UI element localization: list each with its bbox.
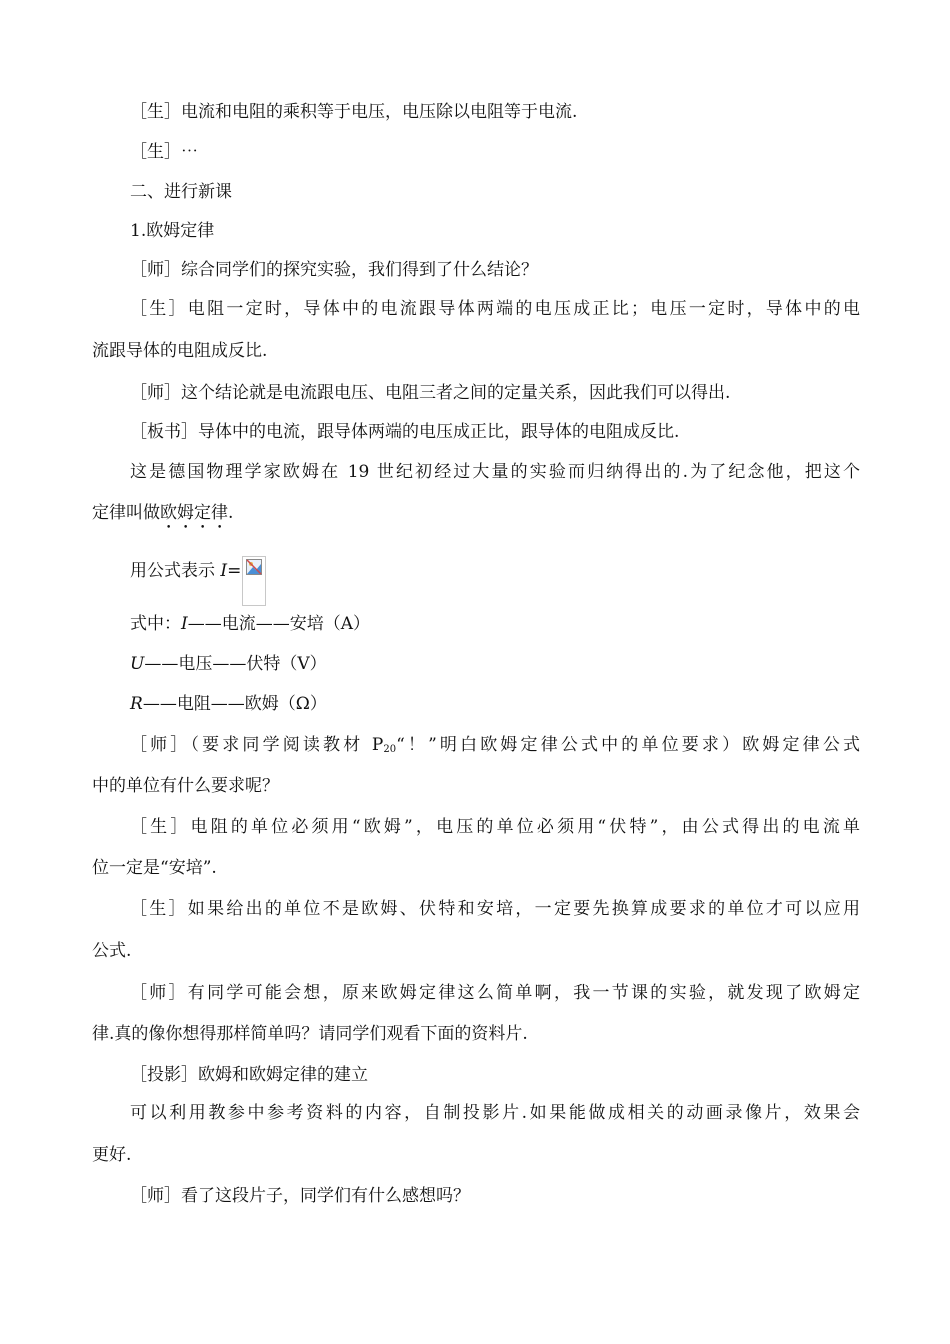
definition-variable-u: U [130, 654, 145, 674]
broken-image-icon [246, 559, 262, 575]
definition-voltage-text: ——电压——伏特（V） [144, 654, 327, 674]
paragraph-history-line1: 这是德国物理学家欧姆在 19 世纪初经过大量的实验而归纳得出的.为了纪念他，把这个 [130, 462, 860, 482]
paragraph-student-answer-2: ［生］⋯ [130, 142, 198, 162]
subsection-heading-ohms-law: 1.欧姆定律 [130, 221, 215, 241]
definition-intro-label: 式中： [130, 614, 181, 634]
paragraph-teacher-feelings: ［师］看了这段片子，同学们有什么感想吗？ [130, 1186, 470, 1206]
section-heading-new-lesson: 二、进行新课 [130, 182, 232, 202]
paragraph-teacher-question: ［师］综合同学们的探究实验，我们得到了什么结论？ [130, 260, 538, 280]
page-number-subscript: 20 [383, 744, 397, 755]
definition-voltage [130, 652, 860, 676]
paragraph-board-writing: ［板书］导体中的电流，跟导体两端的电压成正比，跟导体的电阻成反比. [130, 422, 680, 442]
units-text-prefix: ［师］（要求同学阅读教材 P [130, 735, 384, 755]
definition-variable-i: I [181, 614, 188, 634]
history-text-suffix: . [228, 503, 234, 523]
paragraph-student-conclusion-line1: ［生］电阻一定时，导体中的电流跟导体两端的电压成正比；电压一定时，导体中的电 [130, 299, 860, 319]
definition-current-text: ——电流——安培（A） [187, 614, 370, 634]
paragraph-teacher-relation: ［师］这个结论就是电流跟电压、电阻三者之间的定量关系，因此我们可以得出. [130, 383, 731, 403]
paragraph-teacher-history-line1: ［师］有同学可能会想，原来欧姆定律这么简单啊，我一节课的实验，就发现了欧姆定 [130, 983, 860, 1003]
paragraph-student-units-line2: 位一定是“安培”. [92, 858, 217, 878]
paragraph-teacher-history-line2: 律.真的像你想得那样简单吗？请同学们观看下面的资料片. [92, 1024, 528, 1044]
paragraph-student-conclusion-line2: 流跟导体的电阻成反比. [92, 341, 268, 361]
paragraph-student-conversion-line2: 公式. [92, 941, 132, 961]
units-text-suffix: “！”明白欧姆定律公式中的单位要求）欧姆定律公式 [396, 735, 860, 755]
formula-variable-i: I [220, 561, 228, 581]
definition-variable-r: R [130, 694, 143, 714]
paragraph-projection: ［投影］欧姆和欧姆定律的建立 [130, 1065, 368, 1085]
definition-resistance-text: ——电阻——欧姆（Ω） [142, 694, 327, 714]
paragraph-teacher-units-line1 [130, 733, 860, 757]
paragraph-student-units-line1: ［生］电阻的单位必须用“欧姆”，电压的单位必须用“伏特”，由公式得出的电流单 [130, 817, 860, 837]
paragraph-suggestion-line1: 可以利用教参中参考资料的内容，自制投影片.如果能做成相关的动画录像片，效果会 [130, 1103, 860, 1123]
formula-label: 用公式表示 [130, 561, 221, 581]
paragraph-teacher-units-line2: 中的单位有什么要求呢？ [92, 776, 279, 796]
paragraph-student-answer-1: ［生］电流和电阻的乘积等于电压，电压除以电阻等于电流. [130, 102, 578, 122]
formula-line [130, 556, 860, 606]
definition-intro-current [130, 612, 860, 636]
emphasized-term-ohms-law: 欧姆定律 [160, 503, 228, 523]
formula-equals: = [227, 561, 242, 581]
paragraph-suggestion-line2: 更好. [92, 1145, 132, 1165]
paragraph-history-line2 [92, 501, 860, 533]
history-text-prefix: 定律叫做 [92, 503, 160, 523]
definition-resistance [130, 692, 860, 716]
paragraph-student-conversion-line1: ［生］如果给出的单位不是欧姆、伏特和安培，一定要先换算成要求的单位才可以应用 [130, 899, 860, 919]
formula-image-placeholder [242, 556, 266, 606]
